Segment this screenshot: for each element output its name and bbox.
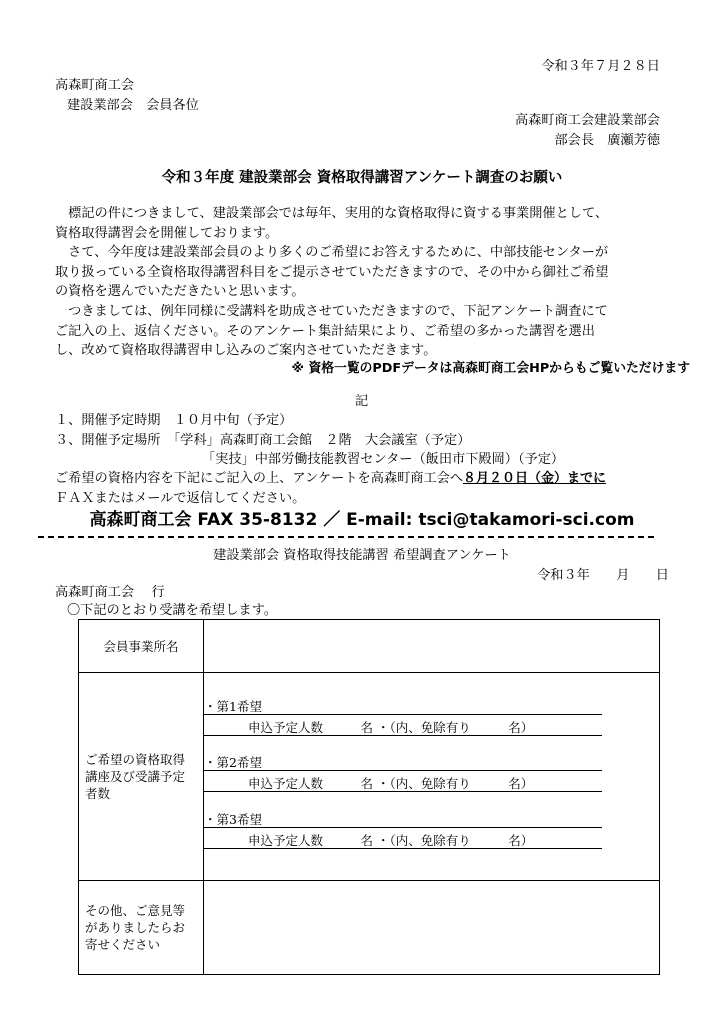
choice-3-underline xyxy=(204,848,602,849)
survey-table xyxy=(78,619,660,975)
body-line: 資格取得講習会を開催しております。 xyxy=(55,225,279,241)
recipient-org: 高森町商工会 xyxy=(55,78,135,93)
body-text xyxy=(55,204,609,361)
choice-2-label: ・第2希望 xyxy=(204,755,262,770)
course-choice-label: ご希望の資格取得講座及び受講予定者数 xyxy=(79,673,204,881)
item-location: ３、開催予定場所 「学科」高森町商工会館 ２階 大会議室（予定） xyxy=(55,433,471,448)
pdf-note: ※ 資格一覧のPDFデータは高森町商工会HPからもご覧いただけます xyxy=(291,361,690,376)
body-line: ご記入の上、返信ください。そのアンケート集計結果により、ご希望の多かった講習を選出 xyxy=(55,323,595,339)
form-intro: 〇下記のとおり受講を希望します。 xyxy=(67,603,277,618)
sender-org: 高森町商工会建設業部会 xyxy=(514,113,660,128)
choice-2-line[interactable] xyxy=(204,770,602,771)
choice-1-detail: 申込予定人数 名 ・（内、免除有り 名） xyxy=(248,720,534,735)
contact-info: 高森町商工会 FAX 35-8132 ／ E-mail: tsci@takamori-sci.com xyxy=(89,510,635,530)
choice-1-underline xyxy=(204,735,602,736)
body-line: 標記の件につきまして、建設業部会では毎年、実用的な資格取得に資する事業開催として、 xyxy=(55,206,609,221)
ki-heading: 記 xyxy=(355,394,369,409)
comments-label: その他、ご意見等がありましたらお寄せください xyxy=(79,881,204,975)
choice-1-line[interactable] xyxy=(204,714,602,715)
form-date: 令和３年 月 日 xyxy=(537,568,669,583)
reply-instruction: ご希望の資格内容を下記にご記入の上、アンケートを高森町商工会へ８月２０日（金）までに xyxy=(55,471,607,486)
document-date: 令和３年７月２８日 xyxy=(541,59,660,74)
document-title: 令和３年度 建設業部会 資格取得講習アンケート調査のお願い xyxy=(161,170,563,186)
choice-3-line[interactable] xyxy=(204,827,602,828)
deadline: ８月２０日（金）までに xyxy=(463,471,607,486)
choice-2-detail: 申込予定人数 名 ・（内、免除有り 名） xyxy=(248,776,534,791)
company-name-label: 会員事業所名 xyxy=(79,620,204,673)
body-line: し、改めて資格取得講習申し込みのご案内させていただきます。 xyxy=(55,343,437,359)
body-line: の資格を選んでいただきたいと思います。 xyxy=(55,284,305,300)
body-line: つきましては、例年同様に受講料を助成させていただきますので、下記アンケート調査にて xyxy=(55,303,608,319)
cut-line xyxy=(38,536,654,538)
body-line: 取り扱っている全資格取得講習科目をご提示させていただきますので、その中から御社ご希望 xyxy=(55,264,609,280)
company-name-field[interactable] xyxy=(204,620,660,673)
choice-3-detail: 申込予定人数 名 ・（内、免除有り 名） xyxy=(248,833,534,848)
choice-3-label: ・第3希望 xyxy=(204,812,262,827)
form-heading: 建設業部会 資格取得技能講習 希望調査アンケート xyxy=(213,548,511,563)
recipient-dept: 建設業部会 会員各位 xyxy=(67,98,199,113)
reply-method: ＦＡＸまたはメールで返信してください。 xyxy=(55,491,306,506)
item-schedule: １、開催予定時期 １０月中旬（予定） xyxy=(55,413,293,428)
item-location-practical: 「実技」中部労働技能教習センター（飯田市下殿岡）（予定） xyxy=(202,452,565,467)
form-to: 高森町商工会 行 xyxy=(55,585,165,600)
choice-2-underline xyxy=(204,791,602,792)
comments-field[interactable] xyxy=(204,881,660,975)
choice-1-label: ・第1希望 xyxy=(204,699,262,714)
sender-name: 部会長 廣瀬芳徳 xyxy=(554,133,660,148)
body-line: さて、今年度は建設業部会員のより多くのご希望にお答えするために、中部技能センターが xyxy=(55,245,609,261)
